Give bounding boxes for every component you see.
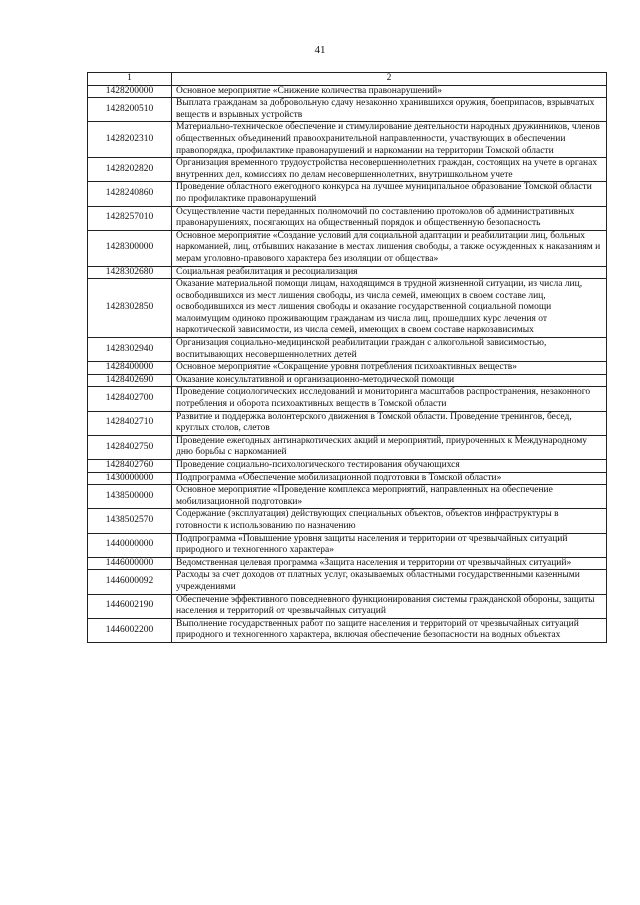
row-code: 1438502570: [88, 509, 172, 533]
row-description: Выплата гражданам за добровольную сдачу незаконно хранившихся оружия, боеприпасов, взрывчатых веществ и взрывных устройств: [172, 98, 607, 122]
row-code: 1428402710: [88, 411, 172, 435]
row-code: 1428202820: [88, 158, 172, 182]
row-description: Организация временного трудоустройства несовершеннолетних граждан, состоящих на учете в органах внутренних дел, комиссиях по делам несовершеннолетних, внутришкольном учете: [172, 158, 607, 182]
budget-classification-table: [87, 72, 607, 643]
row-code: 1428302850: [88, 279, 172, 338]
row-description: Проведение социологических исследований и мониторинга масштабов распространения, незаконного потребления и оборота психоактивных веществ в Томской области: [172, 387, 607, 411]
row-code: 1428240860: [88, 182, 172, 206]
row-code: 1446000092: [88, 570, 172, 594]
row-description: Социальная реабилитация и ресоциализация: [172, 266, 607, 279]
row-description: Обеспечение эффективного повседневного функционирования системы гражданской обороны, защиты населения и территорий от чрезвычайных ситуаций: [172, 594, 607, 618]
row-description: Оказание материальной помощи лицам, находящимся в трудной жизненной ситуации, из числа лиц, освободившихся из мест лишения свободы, из числа семей, имеющих в своем составе лиц, освободившихся из мест лишения свободы и оказание государственной социальной помощи малоимущим одиноко проживающим гражданам из числа лиц, прошедших курс лечения от наркотической зависимости, из числа семей, имеющих в своем составе наркозависимых: [172, 279, 607, 338]
table-row: [88, 472, 607, 485]
row-code: 1446000000: [88, 557, 172, 570]
table-row: [88, 557, 607, 570]
table-row: [88, 533, 607, 557]
table-body: [88, 85, 607, 642]
row-description: Выполнение государственных работ по защите населения и территорий от чрезвычайных ситуаций природного и техногенного характера, включая обеспечение безопасности на водных объектах: [172, 618, 607, 642]
row-description: Подпрограмма «Повышение уровня защиты населения и территории от чрезвычайных ситуаций природного и техногенного характера»: [172, 533, 607, 557]
table-row: [88, 122, 607, 158]
row-description: Основное мероприятие «Сокращение уровня потребления психоактивных веществ»: [172, 362, 607, 375]
table-row: [88, 266, 607, 279]
row-code: 1438500000: [88, 485, 172, 509]
table-row: [88, 618, 607, 642]
row-code: 1428402760: [88, 460, 172, 473]
row-description: Проведение ежегодных антинаркотических акций и мероприятий, приуроченных к Международному дню борьбы с наркоманией: [172, 435, 607, 459]
table-row: [88, 338, 607, 362]
table-row: [88, 435, 607, 459]
row-description: Проведение областного ежегодного конкурса на лучшее муниципальное образование Томской области по профилактике правонарушений: [172, 182, 607, 206]
row-description: Организация социально-медицинской реабилитации граждан с алкогольной зависимостью, воспитывающих несовершеннолетних детей: [172, 338, 607, 362]
table-row: [88, 85, 607, 98]
row-description: Основное мероприятие «Снижение количества правонарушений»: [172, 85, 607, 98]
table-row: [88, 460, 607, 473]
table-row: [88, 206, 607, 230]
row-description: Подпрограмма «Обеспечение мобилизационной подготовки в Томской области»: [172, 472, 607, 485]
row-code: 1428200000: [88, 85, 172, 98]
row-description: Оказание консультативной и организационно-методической помощи: [172, 374, 607, 387]
row-code: 1428300000: [88, 230, 172, 266]
row-code: 1428400000: [88, 362, 172, 375]
row-description: Расходы за счет доходов от платных услуг, оказываемых областными государственными казенными учреждениями: [172, 570, 607, 594]
table-header-row: [88, 73, 607, 86]
row-description: Развитие и поддержка волонтерского движения в Томской области. Проведение тренингов, бесед, круглых столов, слетов: [172, 411, 607, 435]
row-code: 1440000000: [88, 533, 172, 557]
column-header-code: 1: [88, 73, 172, 86]
row-description: Ведомственная целевая программа «Защита населения и территории от чрезвычайных ситуаций»: [172, 557, 607, 570]
row-description: Материально-техническое обеспечение и стимулирование деятельности народных дружинников, членов общественных объединений правоохранительной направленности, участвующих в обеспечении правопорядка, профилактике правонарушений и наркомании на территории Томской области: [172, 122, 607, 158]
row-description: Основное мероприятие «Проведение комплекса мероприятий, направленных на обеспечение мобилизационной подготовки»: [172, 485, 607, 509]
table-row: [88, 411, 607, 435]
row-code: 1428402690: [88, 374, 172, 387]
row-description: Основное мероприятие «Создание условий для социальной адаптации и реабилитации лиц, больных наркоманией, лиц, отбывших наказание в местах лишения свободы, а также осужденных к наказаниям и мерам уголовно-правового характера без изоляции от общества»: [172, 230, 607, 266]
row-code: 1428402750: [88, 435, 172, 459]
row-code: 1430000000: [88, 472, 172, 485]
row-code: 1446002200: [88, 618, 172, 642]
table-row: [88, 374, 607, 387]
row-code: 1428402700: [88, 387, 172, 411]
table-row: [88, 279, 607, 338]
row-code: 1428302680: [88, 266, 172, 279]
table-row: [88, 485, 607, 509]
table-row: [88, 387, 607, 411]
row-description: Проведение социально-психологического тестирования обучающихся: [172, 460, 607, 473]
row-code: 1428200510: [88, 98, 172, 122]
column-header-description: 2: [172, 73, 607, 86]
table-row: [88, 182, 607, 206]
row-description: Осуществление части переданных полномочий по составлению протоколов об административных правонарушениях, посягающих на общественный порядок и общественную безопасность: [172, 206, 607, 230]
page-number: 41: [314, 44, 326, 56]
row-description: Содержание (эксплуатация) действующих специальных объектов, объектов инфраструктуры в готовности к использованию по назначению: [172, 509, 607, 533]
row-code: 1446002190: [88, 594, 172, 618]
table-row: [88, 594, 607, 618]
table-row: [88, 230, 607, 266]
table-row: [88, 362, 607, 375]
row-code: 1428202310: [88, 122, 172, 158]
row-code: 1428302940: [88, 338, 172, 362]
table-row: [88, 158, 607, 182]
table-row: [88, 98, 607, 122]
row-code: 1428257010: [88, 206, 172, 230]
table-row: [88, 509, 607, 533]
table-row: [88, 570, 607, 594]
